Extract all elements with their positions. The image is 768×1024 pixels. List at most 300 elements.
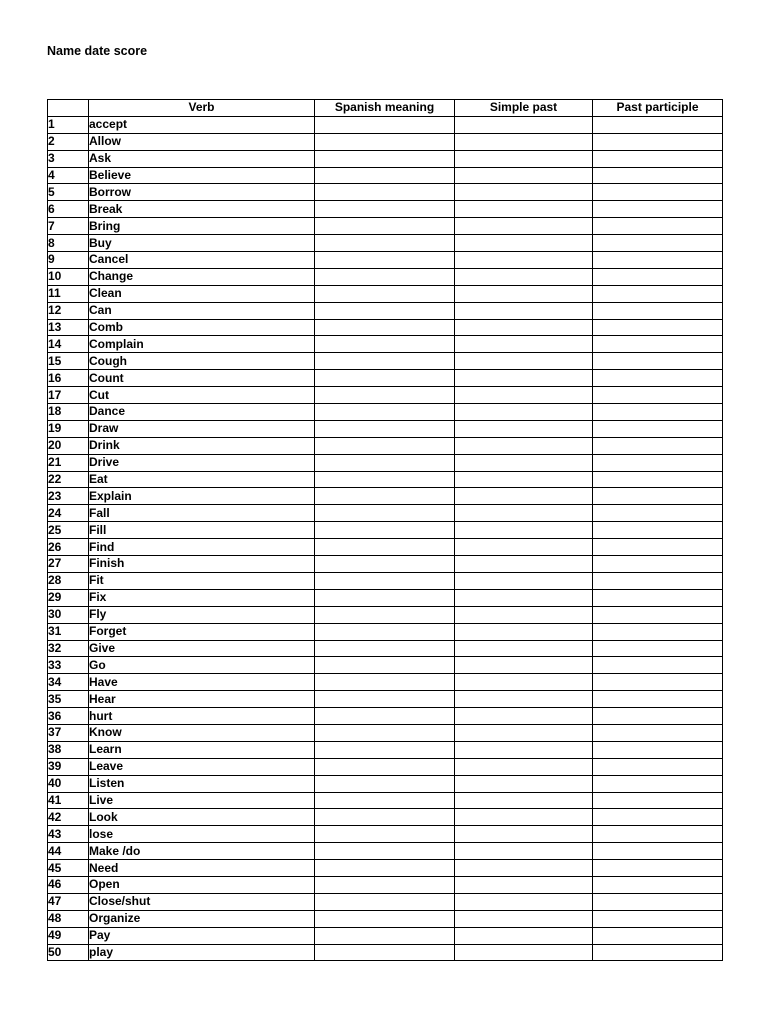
past-participle-cell[interactable]	[593, 387, 723, 404]
simple-past-cell[interactable]	[455, 235, 593, 252]
verb-cell: Fix	[89, 589, 315, 606]
simple-past-cell[interactable]	[455, 826, 593, 843]
spanish-meaning-cell[interactable]	[315, 150, 455, 167]
table-row	[48, 843, 723, 860]
table-row	[48, 167, 723, 184]
verb-cell: lose	[89, 826, 315, 843]
past-participle-cell[interactable]	[593, 691, 723, 708]
simple-past-cell[interactable]	[455, 572, 593, 589]
row-number: 13	[48, 319, 89, 336]
row-number: 16	[48, 370, 89, 387]
simple-past-cell[interactable]	[455, 944, 593, 961]
past-participle-cell[interactable]	[593, 252, 723, 269]
table-row	[48, 285, 723, 302]
table-row	[48, 471, 723, 488]
spanish-meaning-cell[interactable]	[315, 623, 455, 640]
row-number: 26	[48, 539, 89, 556]
simple-past-cell[interactable]	[455, 860, 593, 877]
simple-past-cell[interactable]	[455, 150, 593, 167]
verb-cell: Drive	[89, 454, 315, 471]
row-number: 39	[48, 758, 89, 775]
past-participle-cell[interactable]	[593, 606, 723, 623]
verb-cell: Cut	[89, 387, 315, 404]
simple-past-cell[interactable]	[455, 674, 593, 691]
verb-table	[47, 99, 723, 961]
verb-cell: Explain	[89, 488, 315, 505]
past-participle-cell[interactable]	[593, 420, 723, 437]
simple-past-cell[interactable]	[455, 184, 593, 201]
table-row	[48, 319, 723, 336]
verb-cell: Can	[89, 302, 315, 319]
past-participle-cell[interactable]	[593, 167, 723, 184]
verb-cell: Comb	[89, 319, 315, 336]
simple-past-cell[interactable]	[455, 218, 593, 235]
spanish-meaning-cell[interactable]	[315, 319, 455, 336]
row-number: 2	[48, 133, 89, 150]
simple-past-cell[interactable]	[455, 336, 593, 353]
row-number: 19	[48, 420, 89, 437]
table-header-row	[48, 100, 723, 117]
verb-cell: Clean	[89, 285, 315, 302]
past-participle-cell[interactable]	[593, 708, 723, 725]
past-participle-cell[interactable]	[593, 133, 723, 150]
past-participle-cell[interactable]	[593, 556, 723, 573]
spanish-meaning-cell[interactable]	[315, 826, 455, 843]
simple-past-cell[interactable]	[455, 741, 593, 758]
row-number: 50	[48, 944, 89, 961]
simple-past-cell[interactable]	[455, 606, 593, 623]
simple-past-cell[interactable]	[455, 657, 593, 674]
row-number: 17	[48, 387, 89, 404]
spanish-meaning-cell[interactable]	[315, 285, 455, 302]
row-number: 4	[48, 167, 89, 184]
row-number: 32	[48, 640, 89, 657]
table-row	[48, 488, 723, 505]
past-participle-cell[interactable]	[593, 927, 723, 944]
spanish-meaning-cell[interactable]	[315, 437, 455, 454]
past-participle-cell[interactable]	[593, 809, 723, 826]
spanish-meaning-cell[interactable]	[315, 404, 455, 421]
verb-cell: Ask	[89, 150, 315, 167]
row-number: 34	[48, 674, 89, 691]
verb-cell: Fall	[89, 505, 315, 522]
table-row	[48, 572, 723, 589]
spanish-meaning-cell[interactable]	[315, 893, 455, 910]
simple-past-cell[interactable]	[455, 775, 593, 792]
row-number: 40	[48, 775, 89, 792]
past-participle-cell[interactable]	[593, 589, 723, 606]
past-participle-cell[interactable]	[593, 184, 723, 201]
spanish-meaning-cell[interactable]	[315, 691, 455, 708]
spanish-meaning-cell[interactable]	[315, 910, 455, 927]
table-row	[48, 927, 723, 944]
past-participle-cell[interactable]	[593, 674, 723, 691]
spanish-meaning-cell[interactable]	[315, 302, 455, 319]
row-number: 44	[48, 843, 89, 860]
simple-past-cell[interactable]	[455, 404, 593, 421]
spanish-meaning-cell[interactable]	[315, 927, 455, 944]
table-row	[48, 910, 723, 927]
spanish-meaning-cell[interactable]	[315, 167, 455, 184]
table-row	[48, 184, 723, 201]
past-participle-cell[interactable]	[593, 404, 723, 421]
spanish-meaning-cell[interactable]	[315, 556, 455, 573]
simple-past-cell[interactable]	[455, 437, 593, 454]
table-row	[48, 235, 723, 252]
col-header-verb: Verb	[89, 100, 315, 117]
simple-past-cell[interactable]	[455, 285, 593, 302]
table-row	[48, 860, 723, 877]
verb-cell: Listen	[89, 775, 315, 792]
simple-past-cell[interactable]	[455, 556, 593, 573]
row-number: 45	[48, 860, 89, 877]
past-participle-cell[interactable]	[593, 876, 723, 893]
row-number: 21	[48, 454, 89, 471]
past-participle-cell[interactable]	[593, 724, 723, 741]
simple-past-cell[interactable]	[455, 488, 593, 505]
verb-cell: Close/shut	[89, 893, 315, 910]
simple-past-cell[interactable]	[455, 539, 593, 556]
simple-past-cell[interactable]	[455, 319, 593, 336]
row-number: 9	[48, 252, 89, 269]
past-participle-cell[interactable]	[593, 522, 723, 539]
row-number: 41	[48, 792, 89, 809]
simple-past-cell[interactable]	[455, 724, 593, 741]
table-row	[48, 116, 723, 133]
past-participle-cell[interactable]	[593, 843, 723, 860]
row-number: 49	[48, 927, 89, 944]
spanish-meaning-cell[interactable]	[315, 572, 455, 589]
verb-cell: Need	[89, 860, 315, 877]
verb-cell: Count	[89, 370, 315, 387]
past-participle-cell[interactable]	[593, 623, 723, 640]
spanish-meaning-cell[interactable]	[315, 809, 455, 826]
row-number: 3	[48, 150, 89, 167]
spanish-meaning-cell[interactable]	[315, 336, 455, 353]
past-participle-cell[interactable]	[593, 488, 723, 505]
row-number: 18	[48, 404, 89, 421]
verb-cell: Change	[89, 268, 315, 285]
row-number: 33	[48, 657, 89, 674]
spanish-meaning-cell[interactable]	[315, 505, 455, 522]
past-participle-cell[interactable]	[593, 860, 723, 877]
table-row	[48, 724, 723, 741]
table-row	[48, 133, 723, 150]
col-header-spanish-meaning: Spanish meaning	[315, 100, 455, 117]
verb-cell: Allow	[89, 133, 315, 150]
simple-past-cell[interactable]	[455, 420, 593, 437]
row-number: 28	[48, 572, 89, 589]
row-number: 30	[48, 606, 89, 623]
verb-cell: Live	[89, 792, 315, 809]
simple-past-cell[interactable]	[455, 792, 593, 809]
table-row	[48, 893, 723, 910]
verb-cell: play	[89, 944, 315, 961]
table-row	[48, 691, 723, 708]
table-row	[48, 218, 723, 235]
past-participle-cell[interactable]	[593, 302, 723, 319]
past-participle-cell[interactable]	[593, 826, 723, 843]
score-label: score	[113, 44, 148, 58]
row-number: 37	[48, 724, 89, 741]
row-number: 27	[48, 556, 89, 573]
verb-cell: accept	[89, 116, 315, 133]
simple-past-cell[interactable]	[455, 353, 593, 370]
past-participle-cell[interactable]	[593, 268, 723, 285]
table-row	[48, 589, 723, 606]
row-number: 38	[48, 741, 89, 758]
col-header-number	[48, 100, 89, 117]
spanish-meaning-cell[interactable]	[315, 606, 455, 623]
spanish-meaning-cell[interactable]	[315, 471, 455, 488]
simple-past-cell[interactable]	[455, 758, 593, 775]
past-participle-cell[interactable]	[593, 775, 723, 792]
table-row	[48, 792, 723, 809]
simple-past-cell[interactable]	[455, 640, 593, 657]
verb-cell: Believe	[89, 167, 315, 184]
table-row	[48, 775, 723, 792]
verb-cell: Go	[89, 657, 315, 674]
simple-past-cell[interactable]	[455, 370, 593, 387]
row-number: 36	[48, 708, 89, 725]
past-participle-cell[interactable]	[593, 657, 723, 674]
past-participle-cell[interactable]	[593, 471, 723, 488]
verb-cell: Learn	[89, 741, 315, 758]
simple-past-cell[interactable]	[455, 471, 593, 488]
table-row	[48, 809, 723, 826]
verb-cell: Make /do	[89, 843, 315, 860]
simple-past-cell[interactable]	[455, 268, 593, 285]
table-row	[48, 758, 723, 775]
simple-past-cell[interactable]	[455, 454, 593, 471]
verb-cell: Have	[89, 674, 315, 691]
spanish-meaning-cell[interactable]	[315, 758, 455, 775]
row-number: 14	[48, 336, 89, 353]
simple-past-cell[interactable]	[455, 910, 593, 927]
simple-past-cell[interactable]	[455, 522, 593, 539]
row-number: 5	[48, 184, 89, 201]
past-participle-cell[interactable]	[593, 201, 723, 218]
past-participle-cell[interactable]	[593, 319, 723, 336]
simple-past-cell[interactable]	[455, 876, 593, 893]
verb-cell: Break	[89, 201, 315, 218]
table-row	[48, 505, 723, 522]
table-row	[48, 876, 723, 893]
table-row	[48, 741, 723, 758]
spanish-meaning-cell[interactable]	[315, 235, 455, 252]
verb-cell: hurt	[89, 708, 315, 725]
simple-past-cell[interactable]	[455, 252, 593, 269]
row-number: 1	[48, 116, 89, 133]
spanish-meaning-cell[interactable]	[315, 454, 455, 471]
spanish-meaning-cell[interactable]	[315, 724, 455, 741]
table-row	[48, 674, 723, 691]
past-participle-cell[interactable]	[593, 336, 723, 353]
verb-cell: Open	[89, 876, 315, 893]
spanish-meaning-cell[interactable]	[315, 539, 455, 556]
verb-cell: Fly	[89, 606, 315, 623]
verb-cell: Cough	[89, 353, 315, 370]
simple-past-cell[interactable]	[455, 927, 593, 944]
spanish-meaning-cell[interactable]	[315, 674, 455, 691]
simple-past-cell[interactable]	[455, 201, 593, 218]
spanish-meaning-cell[interactable]	[315, 775, 455, 792]
spanish-meaning-cell[interactable]	[315, 944, 455, 961]
verb-cell: Hear	[89, 691, 315, 708]
verb-cell: Know	[89, 724, 315, 741]
table-row	[48, 826, 723, 843]
verb-cell: Draw	[89, 420, 315, 437]
table-row	[48, 454, 723, 471]
table-row	[48, 387, 723, 404]
spanish-meaning-cell[interactable]	[315, 420, 455, 437]
row-number: 31	[48, 623, 89, 640]
table-row	[48, 708, 723, 725]
simple-past-cell[interactable]	[455, 116, 593, 133]
table-row	[48, 539, 723, 556]
spanish-meaning-cell[interactable]	[315, 370, 455, 387]
spanish-meaning-cell[interactable]	[315, 860, 455, 877]
name-label: Name	[47, 44, 82, 58]
past-participle-cell[interactable]	[593, 910, 723, 927]
simple-past-cell[interactable]	[455, 843, 593, 860]
past-participle-cell[interactable]	[593, 758, 723, 775]
simple-past-cell[interactable]	[455, 893, 593, 910]
verb-cell: Borrow	[89, 184, 315, 201]
spanish-meaning-cell[interactable]	[315, 353, 455, 370]
past-participle-cell[interactable]	[593, 437, 723, 454]
row-number: 48	[48, 910, 89, 927]
simple-past-cell[interactable]	[455, 708, 593, 725]
row-number: 46	[48, 876, 89, 893]
spanish-meaning-cell[interactable]	[315, 640, 455, 657]
spanish-meaning-cell[interactable]	[315, 657, 455, 674]
verb-cell: Find	[89, 539, 315, 556]
past-participle-cell[interactable]	[593, 116, 723, 133]
row-number: 6	[48, 201, 89, 218]
verb-cell: Finish	[89, 556, 315, 573]
simple-past-cell[interactable]	[455, 133, 593, 150]
verb-cell: Look	[89, 809, 315, 826]
spanish-meaning-cell[interactable]	[315, 708, 455, 725]
table-row	[48, 268, 723, 285]
table-row	[48, 556, 723, 573]
spanish-meaning-cell[interactable]	[315, 488, 455, 505]
row-number: 15	[48, 353, 89, 370]
table-row	[48, 437, 723, 454]
row-number: 29	[48, 589, 89, 606]
verb-table-body	[48, 116, 723, 961]
table-row	[48, 302, 723, 319]
simple-past-cell[interactable]	[455, 589, 593, 606]
row-number: 12	[48, 302, 89, 319]
past-participle-cell[interactable]	[593, 741, 723, 758]
spanish-meaning-cell[interactable]	[315, 201, 455, 218]
row-number: 23	[48, 488, 89, 505]
verb-cell: Drink	[89, 437, 315, 454]
row-number: 10	[48, 268, 89, 285]
table-row	[48, 370, 723, 387]
table-row	[48, 606, 723, 623]
row-number: 11	[48, 285, 89, 302]
simple-past-cell[interactable]	[455, 691, 593, 708]
verb-cell: Fit	[89, 572, 315, 589]
spanish-meaning-cell[interactable]	[315, 792, 455, 809]
spanish-meaning-cell[interactable]	[315, 741, 455, 758]
past-participle-cell[interactable]	[593, 893, 723, 910]
simple-past-cell[interactable]	[455, 623, 593, 640]
table-row	[48, 404, 723, 421]
spanish-meaning-cell[interactable]	[315, 589, 455, 606]
past-participle-cell[interactable]	[593, 235, 723, 252]
row-number: 22	[48, 471, 89, 488]
past-participle-cell[interactable]	[593, 353, 723, 370]
verb-cell: Forget	[89, 623, 315, 640]
row-number: 47	[48, 893, 89, 910]
spanish-meaning-cell[interactable]	[315, 843, 455, 860]
spanish-meaning-cell[interactable]	[315, 184, 455, 201]
past-participle-cell[interactable]	[593, 539, 723, 556]
table-row	[48, 252, 723, 269]
worksheet-header	[47, 44, 727, 58]
table-row	[48, 944, 723, 961]
past-participle-cell[interactable]	[593, 572, 723, 589]
date-label: date	[84, 44, 111, 58]
spanish-meaning-cell[interactable]	[315, 876, 455, 893]
spanish-meaning-cell[interactable]	[315, 268, 455, 285]
table-row	[48, 522, 723, 539]
past-participle-cell[interactable]	[593, 792, 723, 809]
spanish-meaning-cell[interactable]	[315, 252, 455, 269]
verb-cell: Pay	[89, 927, 315, 944]
past-participle-cell[interactable]	[593, 944, 723, 961]
row-number: 43	[48, 826, 89, 843]
col-header-simple-past: Simple past	[455, 100, 593, 117]
verb-cell: Fill	[89, 522, 315, 539]
verb-cell: Organize	[89, 910, 315, 927]
row-number: 24	[48, 505, 89, 522]
simple-past-cell[interactable]	[455, 809, 593, 826]
past-participle-cell[interactable]	[593, 150, 723, 167]
simple-past-cell[interactable]	[455, 387, 593, 404]
table-row	[48, 623, 723, 640]
row-number: 25	[48, 522, 89, 539]
verb-cell: Buy	[89, 235, 315, 252]
spanish-meaning-cell[interactable]	[315, 133, 455, 150]
row-number: 42	[48, 809, 89, 826]
past-participle-cell[interactable]	[593, 454, 723, 471]
spanish-meaning-cell[interactable]	[315, 116, 455, 133]
past-participle-cell[interactable]	[593, 370, 723, 387]
past-participle-cell[interactable]	[593, 285, 723, 302]
table-row	[48, 201, 723, 218]
spanish-meaning-cell[interactable]	[315, 218, 455, 235]
verb-cell: Give	[89, 640, 315, 657]
table-row	[48, 640, 723, 657]
past-participle-cell[interactable]	[593, 218, 723, 235]
spanish-meaning-cell[interactable]	[315, 522, 455, 539]
spanish-meaning-cell[interactable]	[315, 387, 455, 404]
simple-past-cell[interactable]	[455, 505, 593, 522]
simple-past-cell[interactable]	[455, 302, 593, 319]
table-row	[48, 420, 723, 437]
table-row	[48, 353, 723, 370]
simple-past-cell[interactable]	[455, 167, 593, 184]
past-participle-cell[interactable]	[593, 505, 723, 522]
verb-cell: Leave	[89, 758, 315, 775]
row-number: 8	[48, 235, 89, 252]
past-participle-cell[interactable]	[593, 640, 723, 657]
